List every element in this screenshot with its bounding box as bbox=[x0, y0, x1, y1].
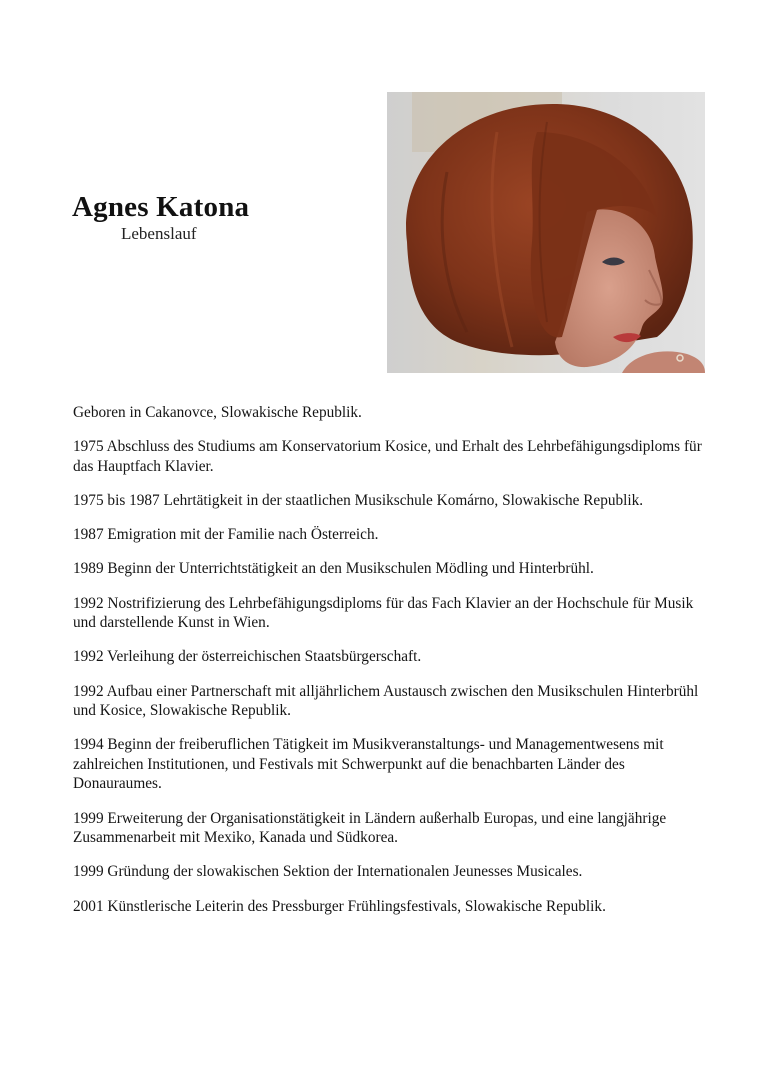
portrait-photo bbox=[387, 92, 705, 373]
person-name: Agnes Katona bbox=[72, 191, 250, 223]
cv-entry-1999-jeunesses: 1999 Gründung der slowakischen Sektion der Internationalen Jeunesses Musicales. bbox=[73, 863, 583, 881]
cv-entry-1975-1987-teaching: 1975 bis 1987 Lehrtätigkeit in der staatlichen Musikschule Komárno, Slowakische Republik. bbox=[73, 491, 644, 509]
cv-entry-1999-expansion: 1999 Erweiterung der Organisationstätigkeit in Ländern außerhalb Europas, und eine langjährige Zusammenarbeit mit Mexiko, Kanada und Südkorea. bbox=[73, 809, 667, 847]
cv-entry-1989-teaching: 1989 Beginn der Unterrichtstätigkeit an den Musikschulen Mödling und Hinterbrühl. bbox=[73, 560, 594, 578]
cv-entry-1992-nostrification: 1992 Nostrifizierung des Lehrbefähigungsdiploms für das Fach Klavier an der Hochschule für Musik und darstellende Kunst in Wien. bbox=[73, 594, 694, 632]
cv-entry-birth: Geboren in Cakanovce, Slowakische Republik. bbox=[73, 404, 362, 421]
cv-entry-1987-emigration: 1987 Emigration mit der Familie nach Österreich. bbox=[73, 526, 379, 544]
portrait-image bbox=[387, 92, 705, 373]
cv-entry-1992-partnership: 1992 Aufbau einer Partnerschaft mit alljährlichem Austausch zwischen den Musikschulen Hinterbrühl und Kosice, Slowakische Republik. bbox=[73, 682, 699, 720]
cv-entry-2001-festival: 2001 Künstlerische Leiterin des Pressburger Frühlingsfestivals, Slowakische Republik. bbox=[73, 897, 606, 915]
cv-entry-1992-citizenship: 1992 Verleihung der österreichischen Staatsbürgerschaft. bbox=[73, 648, 422, 666]
cv-body bbox=[73, 403, 713, 931]
cv-entry-1994-freelance: 1994 Beginn der freiberuflichen Tätigkeit im Musikveranstaltungs- und Managementwesens mit zahlreichen Institutionen, und Festivals mit Schwerpunkt auf die benachbarten Länder des Donauraumes. bbox=[73, 736, 664, 793]
cv-entry-1975-graduation: 1975 Abschluss des Studiums am Konservatorium Kosice, und Erhalt des Lehrbefähigungsdiploms für das Hauptfach Klavier. bbox=[73, 438, 702, 475]
document-subtitle: Lebenslauf bbox=[121, 224, 197, 243]
